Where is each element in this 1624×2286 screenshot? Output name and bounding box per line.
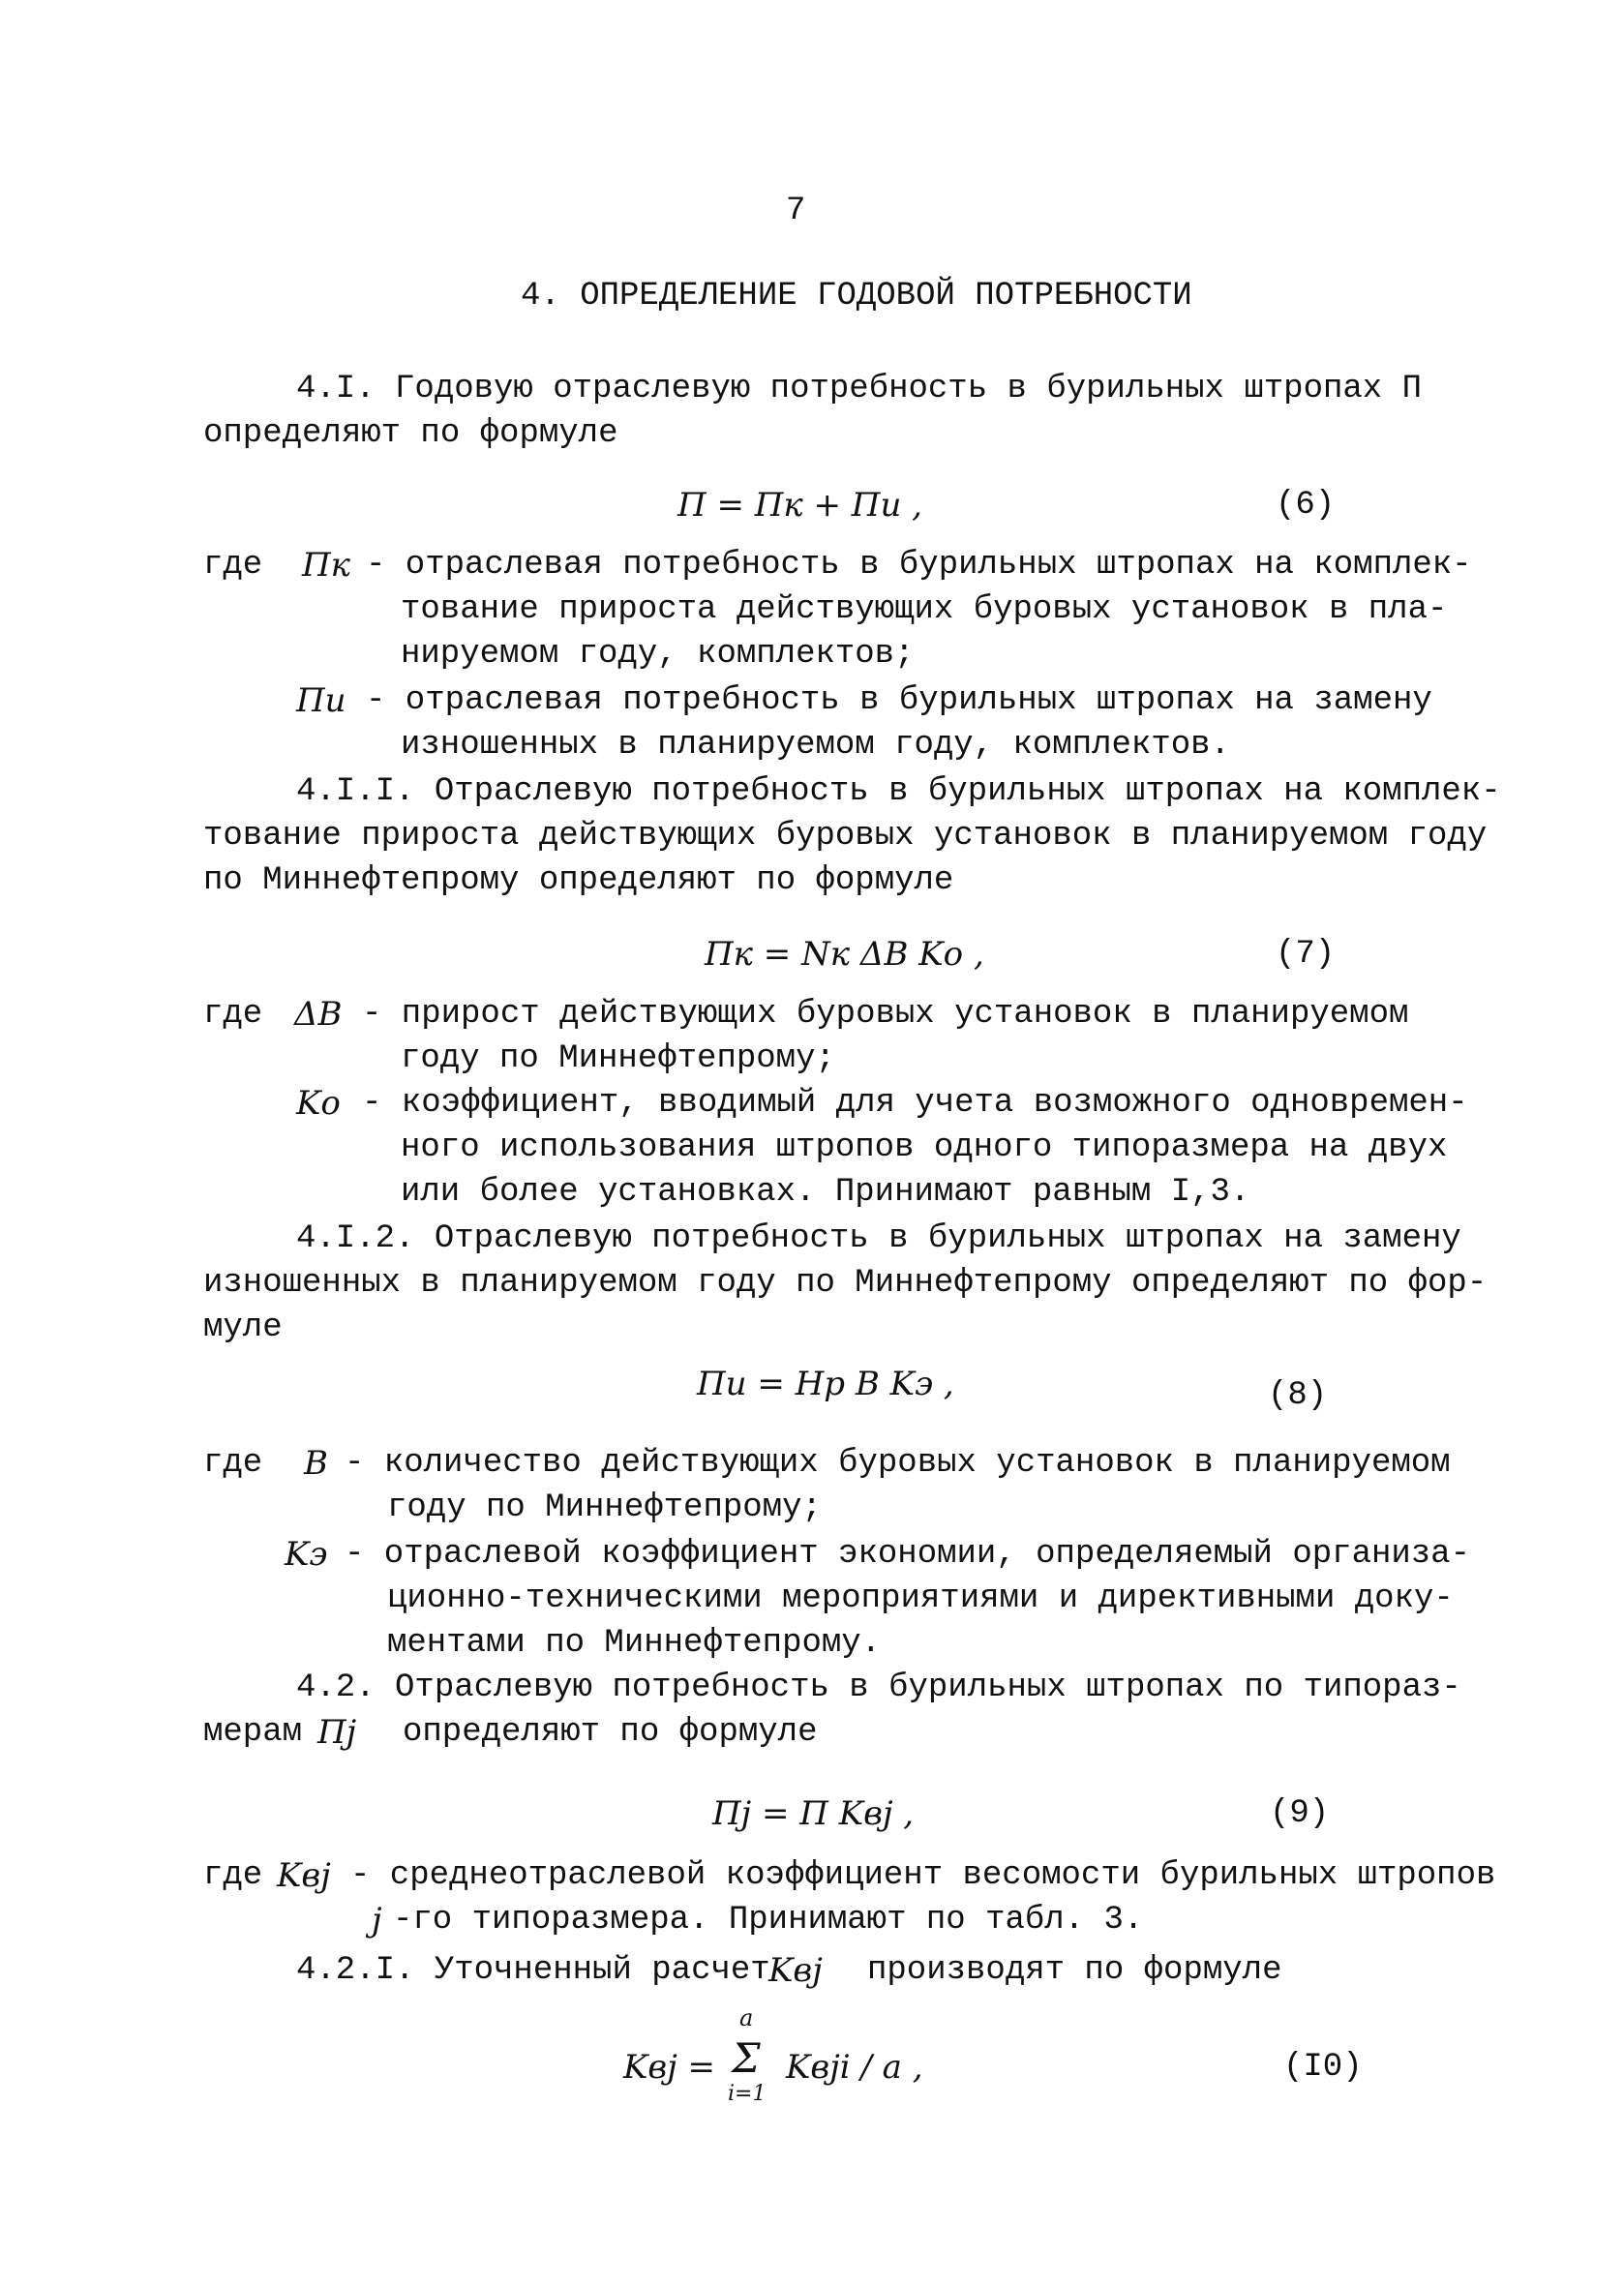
symbol: Kо	[296, 1084, 341, 1123]
paragraph-line: определяют по формуле	[403, 1714, 818, 1751]
formula-10-rhs: Kвji / a ,	[786, 2048, 923, 2087]
paragraph-line: по Миннефтепрому определяют по формуле	[203, 862, 954, 899]
formula-10-lhs: Kвj =	[623, 2048, 716, 2087]
paragraph-line: 4.I.2. Отраслевую потребность в бурильных штропах на замену	[296, 1220, 1461, 1257]
definition-line: году по Миннефтепрому;	[387, 1489, 822, 1526]
symbol: Kэ	[285, 1535, 328, 1574]
definition-line: ционно-техническими мероприятиями и директивными доку-	[387, 1580, 1454, 1617]
where-label: где	[203, 1857, 263, 1894]
symbol: Пj	[317, 1713, 357, 1752]
definition-line: - отраслевой коэффициент экономии, определяемый организа-	[345, 1536, 1470, 1573]
formula-9: Пj = П Kвj ,	[712, 1794, 915, 1833]
definition-line: или более установках. Принимают равным I,3.	[401, 1174, 1250, 1211]
formula-6: П = Пк + Пи ,	[677, 486, 922, 525]
symbol: Kвj	[768, 1951, 823, 1990]
sum-lower-limit: i=1	[728, 2082, 767, 2106]
sum-upper-limit: a	[739, 2004, 754, 2031]
where-label: где	[203, 547, 263, 584]
paragraph-line: муле	[203, 1309, 283, 1346]
paragraph-line: 4.2. Отраслевую потребность в бурильных штропах по типораз-	[296, 1669, 1461, 1706]
formula-number: (7)	[1276, 936, 1336, 973]
paragraph-line: 4.2.I. Уточненный расчет	[296, 1952, 770, 1989]
definition-line: году по Миннефтепрому;	[401, 1040, 835, 1077]
paragraph-line: мерам	[203, 1714, 303, 1751]
paragraph-line: 4.I.I. Отраслевую потребность в бурильных штропах на комплек-	[296, 773, 1501, 810]
definition-line: - отраслевая потребность в бурильных штропах на комплек-	[366, 547, 1472, 584]
definition-line: ного использования штропов одного типоразмера на двух	[401, 1129, 1448, 1166]
definition-line: - среднеотраслевой коэффициент весомости бурильных штропов	[350, 1857, 1496, 1894]
formula-number: (9)	[1270, 1795, 1330, 1832]
symbol: B	[304, 1444, 328, 1483]
definition-line: -го типоразмера. Принимают по табл. 3.	[393, 1902, 1144, 1939]
page-number: 7	[786, 193, 806, 229]
definition-line: - количество действующих буровых установок в планируемом	[345, 1445, 1451, 1482]
paragraph-line: определяют по формуле	[203, 415, 618, 452]
formula-number: (8)	[1268, 1377, 1328, 1414]
paragraph-line: тование прироста действующих буровых установок в планируемом году	[203, 818, 1488, 855]
definition-line: изношенных в планируемом году, комплектов.	[401, 727, 1230, 764]
where-label: где	[203, 1445, 263, 1482]
formula-7: Пк = Nк ΔB Kо ,	[705, 935, 984, 974]
symbol: Пк	[302, 546, 350, 585]
paragraph-line: производят по формуле	[867, 1952, 1282, 1989]
definition-line: - прирост действующих буровых установок в планируемом	[362, 996, 1409, 1033]
formula-8: Пи = Hр B Kэ ,	[697, 1365, 954, 1403]
definition-line: - коэффициент, вводимый для учета возможного одновремен-	[362, 1085, 1468, 1122]
definition-line: нируемом году, комплектов;	[401, 636, 915, 673]
symbol: j	[372, 1901, 382, 1940]
where-label: где	[203, 996, 263, 1033]
sum-sign: Σ	[732, 2034, 761, 2082]
symbol: Пи	[296, 681, 346, 720]
formula-number: (I0)	[1283, 2049, 1363, 2086]
paragraph-line: изношенных в планируемом году по Миннефтепрому определяют по фор-	[203, 1265, 1488, 1302]
symbol: Kвj	[277, 1856, 331, 1895]
definition-line: - отраслевая потребность в бурильных штропах на замену	[366, 682, 1432, 719]
definition-line: ментами по Миннефтепрому.	[387, 1625, 882, 1662]
section-heading: 4. ОПРЕДЕЛЕНИЕ ГОДОВОЙ ПОТРЕБНОСТИ	[521, 278, 1192, 315]
symbol: ΔB	[294, 995, 343, 1034]
formula-number: (6)	[1276, 487, 1336, 524]
paragraph-line: 4.I. Годовую отраслевую потребность в бурильных штропах П	[296, 371, 1422, 407]
definition-line: тование прироста действующих буровых установок в пла-	[401, 591, 1448, 628]
